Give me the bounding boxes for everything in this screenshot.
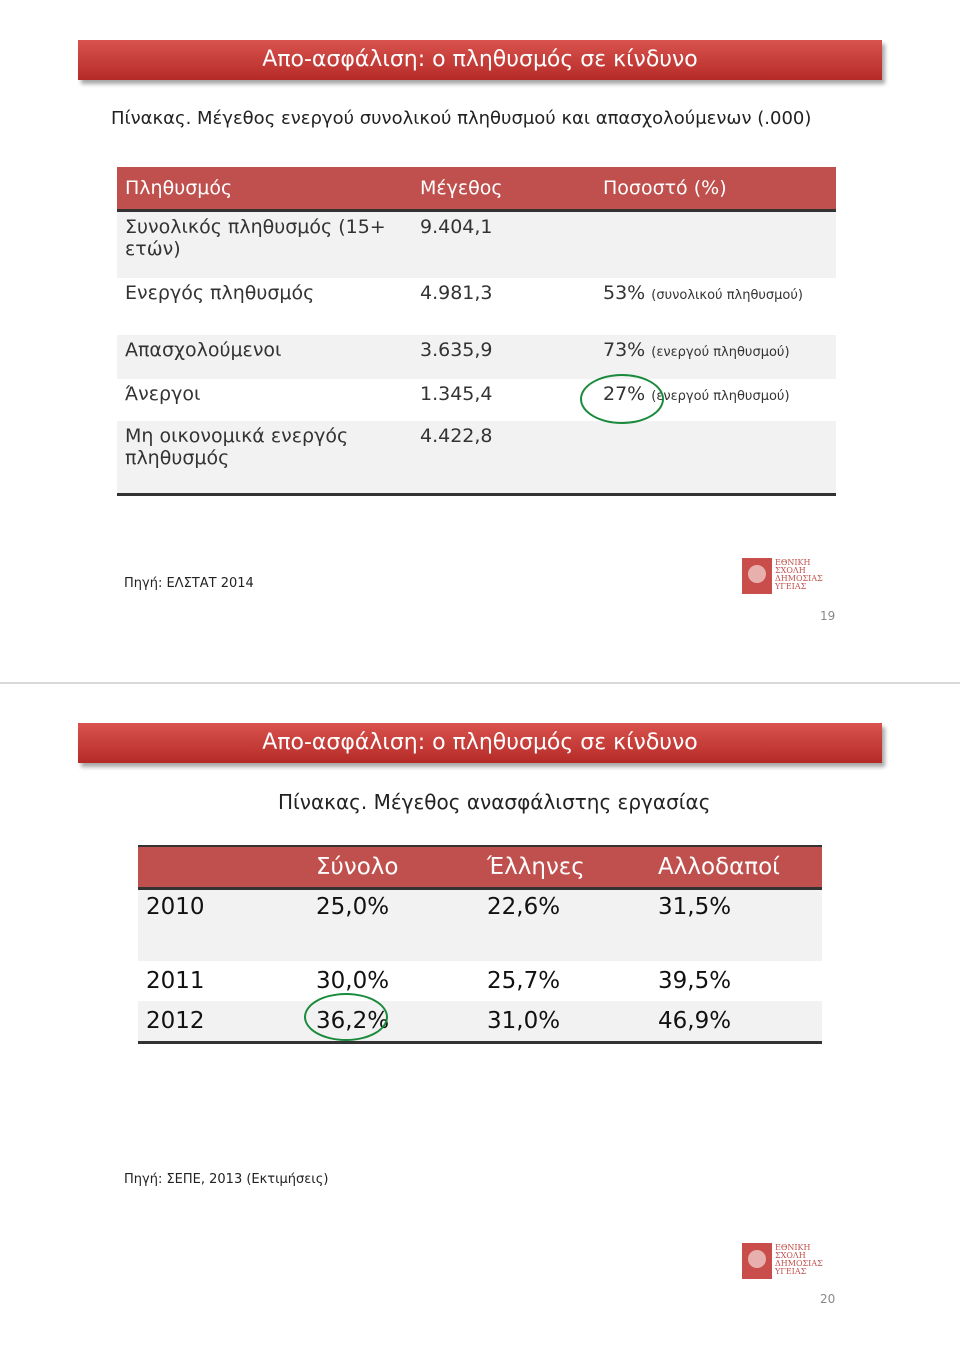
- row-value: 3.635,9: [412, 335, 595, 379]
- row-label: Απασχολούμενοι: [117, 335, 412, 379]
- header-size: Μέγεθος: [412, 167, 595, 211]
- school-logo: [742, 1241, 830, 1281]
- row-year: 2010: [138, 889, 308, 961]
- slide-title: Απο-ασφάλιση: ο πληθυσμός σε κίνδυνο: [78, 40, 882, 80]
- logo-emblem-head: [748, 565, 766, 583]
- table-row: [117, 278, 836, 335]
- logo-text-line: ΕΘΝΙΚΗ: [775, 1243, 811, 1252]
- source-note: Πηγή: ΣΕΠΕ, 2013 (Εκτιμήσεις): [124, 1172, 329, 1187]
- row-greeks: 25,7%: [487, 967, 561, 994]
- row-total: 25,0%: [308, 889, 479, 961]
- row-percent: 53% (συνολικού πληθυσμού): [603, 281, 803, 304]
- row-percent: [595, 421, 836, 495]
- row-value: 4.422,8: [412, 421, 595, 495]
- logo-emblem-head: [748, 1250, 766, 1268]
- row-label: Ενεργός πληθυσμός: [125, 281, 315, 304]
- row-label: Συνολικός πληθυσμός (15+ ετών): [117, 211, 412, 278]
- row-label: Μη οικονομικά ενεργός πληθυσμός: [117, 421, 412, 495]
- table-row: [138, 961, 822, 1001]
- table-header-row: [117, 167, 836, 211]
- highlight-circle: [580, 374, 664, 424]
- highlight-circle: [304, 993, 388, 1041]
- population-table: [117, 167, 836, 496]
- row-foreigners: 39,5%: [658, 967, 732, 994]
- page-number: 19: [820, 609, 836, 623]
- page-number: 20: [820, 1292, 836, 1306]
- row-year: 2012: [138, 1001, 308, 1043]
- header-population: Πληθυσμός: [117, 167, 412, 211]
- row-greeks: 22,6%: [479, 889, 650, 961]
- table-row: [138, 889, 822, 961]
- row-total: 36,2%: [308, 1001, 479, 1043]
- table-caption: Πίνακας. Μέγεθος ανασφάλιστης εργασίας: [278, 790, 711, 814]
- logo-text-line: ΔΗΜΟΣΙΑΣ: [775, 574, 823, 583]
- row-percent-note: (συνολικού πληθυσμού): [651, 287, 803, 303]
- logo-text-line: ΣΧΟΛΗ: [775, 566, 806, 575]
- table-header-row: [138, 846, 822, 889]
- logo-text-line: ΔΗΜΟΣΙΑΣ: [775, 1259, 823, 1268]
- row-value: 4.981,3: [420, 281, 493, 304]
- row-percent-note: (ενεργού πληθυσμού): [651, 344, 790, 360]
- table-row: [117, 421, 836, 495]
- logo-text-line: ΥΓΕΙΑΣ: [775, 582, 807, 591]
- table-caption: Πίνακας. Μέγεθος ενεργού συνολικού πληθυσμού και απασχολούμενων (.000): [111, 108, 812, 129]
- logo-text-line: ΣΧΟΛΗ: [775, 1251, 806, 1260]
- table-row: [138, 1001, 822, 1043]
- logo-text-line: ΕΘΝΙΚΗ: [775, 558, 811, 567]
- slide-title: Απο-ασφάλιση: ο πληθυσμός σε κίνδυνο: [78, 723, 882, 763]
- header-total: Σύνολο: [308, 846, 479, 889]
- header-foreigners: Αλλοδαποί: [650, 846, 822, 889]
- row-year: 2011: [146, 967, 205, 994]
- header-greeks: Έλληνες: [479, 846, 650, 889]
- header-year: [138, 846, 308, 889]
- logo-text-line: ΥΓΕΙΑΣ: [775, 1267, 807, 1276]
- slide-divider: [0, 682, 960, 684]
- row-percent: 27% (ενεργού πληθυσμού): [603, 382, 790, 405]
- row-percent: [595, 211, 836, 278]
- row-value: 9.404,1: [412, 211, 595, 278]
- row-foreigners: 31,5%: [650, 889, 822, 961]
- table-row: [117, 379, 836, 421]
- table-row: [117, 335, 836, 379]
- row-percent-note: (ενεργού πληθυσμού): [651, 388, 790, 404]
- uninsured-work-table: [138, 845, 822, 1044]
- slide-19: [0, 0, 960, 682]
- row-total: 30,0%: [316, 967, 390, 994]
- row-greeks: 31,0%: [479, 1001, 650, 1043]
- row-value: 1.345,4: [420, 382, 493, 405]
- school-logo: [742, 556, 830, 596]
- source-note: Πηγή: ΕΛΣΤΑΤ 2014: [124, 576, 254, 591]
- row-percent: 73% (ενεργού πληθυσμού): [595, 335, 836, 379]
- row-label: Άνεργοι: [125, 382, 201, 405]
- table-row: [117, 211, 836, 278]
- header-percent: Ποσοστό (%): [595, 167, 836, 211]
- row-foreigners: 46,9%: [650, 1001, 822, 1043]
